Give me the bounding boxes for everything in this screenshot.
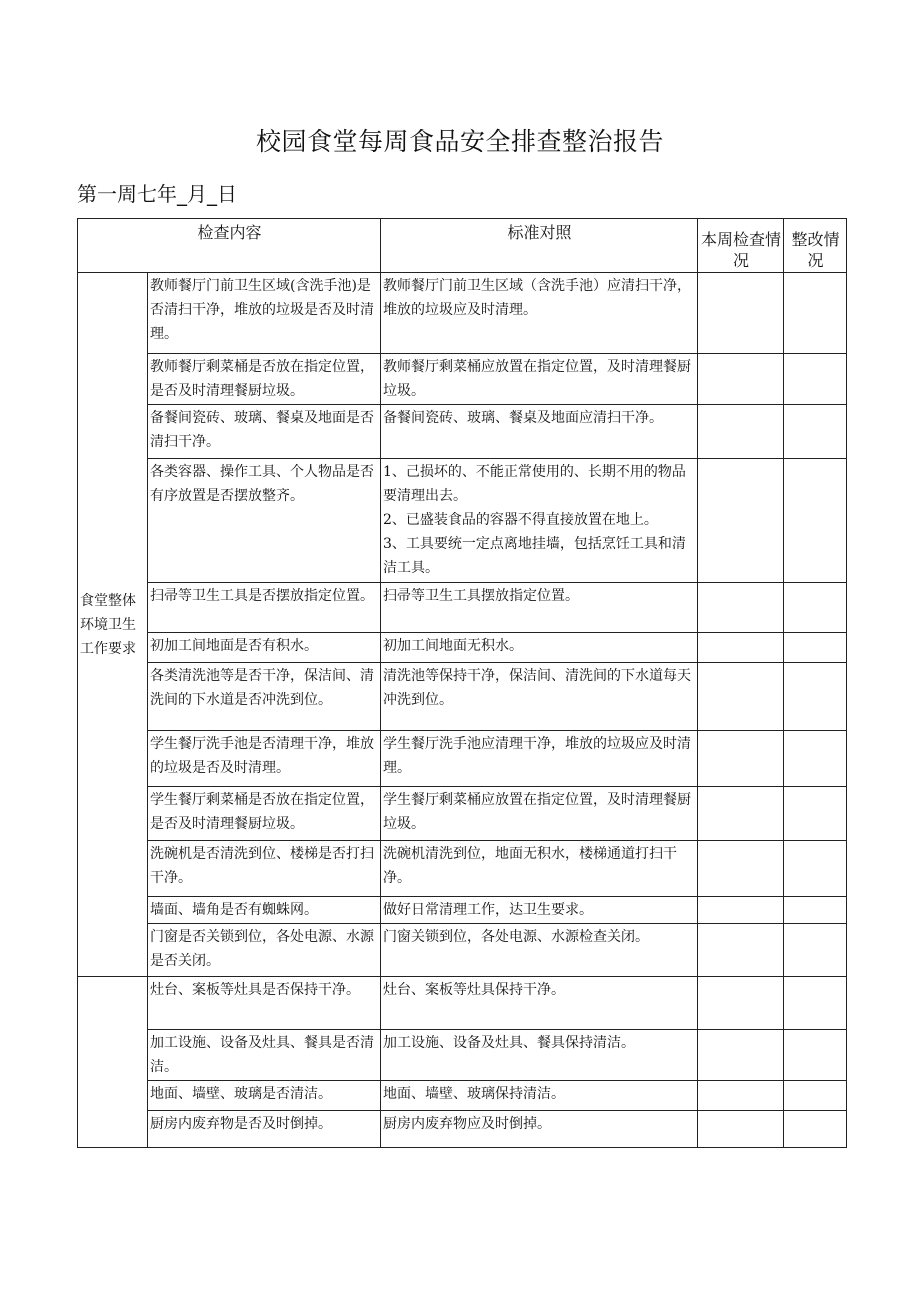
check-content-cell: 扫帚等卫生工具是否摆放指定位置。 [148, 583, 381, 633]
standard-line: 教师餐厅剩菜桶应放置在指定位置，及时清理餐厨垃圾。 [383, 359, 692, 399]
table-row [78, 924, 847, 977]
standard-cell [381, 1111, 698, 1148]
check-content-cell: 地面、墙壁、玻璃是否清洁。 [148, 1081, 381, 1111]
week-check-cell[interactable] [698, 841, 784, 897]
rectify-cell[interactable] [784, 1111, 847, 1148]
standard-line: 2、已盛装食品的容器不得直接放置在地上。 [383, 512, 658, 528]
rectify-cell[interactable] [784, 459, 847, 583]
check-content-cell: 学生餐厅洗手池是否清理干净，堆放的垃圾是否及时清理。 [148, 731, 381, 787]
page-title: 校园食堂每周食品安全排查整治报告 [255, 127, 664, 156]
table-row [78, 1030, 847, 1081]
standard-cell [381, 273, 698, 354]
standard-line: 学生餐厅洗手池应清理干净，堆放的垃圾应及时清理。 [383, 736, 692, 776]
check-content-cell: 洗碗机是否清洗到位、楼梯是否打扫干净。 [148, 841, 381, 897]
standard-line: 做好日常清理工作，达卫生要求。 [383, 902, 594, 918]
rectify-cell[interactable] [784, 354, 847, 405]
check-content-cell: 加工设施、设备及灶具、餐具是否清洁。 [148, 1030, 381, 1081]
week-check-cell[interactable] [698, 924, 784, 977]
rectify-cell[interactable] [784, 924, 847, 977]
rectify-cell[interactable] [784, 841, 847, 897]
table-row [78, 459, 847, 583]
category-cell [78, 977, 148, 1148]
standard-line: 地面、墙壁、玻璃保持清洁。 [383, 1086, 566, 1102]
table-row [78, 273, 847, 354]
header-week-check: 本周检查情况 [698, 219, 784, 273]
standard-cell [381, 924, 698, 977]
standard-line: 1、己损坏的、不能正常使用的、长期不用的物品要清理出去。 [383, 464, 686, 504]
standard-cell [381, 663, 698, 731]
standard-cell [381, 633, 698, 663]
week-check-cell[interactable] [698, 459, 784, 583]
rectify-cell[interactable] [784, 633, 847, 663]
week-check-cell[interactable] [698, 633, 784, 663]
table-row [78, 897, 847, 924]
table-row [78, 977, 847, 1030]
category-cell: 食堂整体环境卫生工作要求 [78, 273, 148, 977]
standard-line: 扫帚等卫生工具摆放指定位置。 [383, 588, 580, 604]
standard-cell [381, 405, 698, 459]
check-content-cell: 教师餐厅剩菜桶是否放在指定位置，是否及时清理餐厨垃圾。 [148, 354, 381, 405]
standard-line: 加工设施、设备及灶具、餐具保持清洁。 [383, 1035, 636, 1051]
week-check-cell[interactable] [698, 787, 784, 841]
week-check-cell[interactable] [698, 583, 784, 633]
standard-cell [381, 1030, 698, 1081]
rectify-cell[interactable] [784, 663, 847, 731]
header-content: 检查内容 [78, 219, 381, 273]
week-check-cell[interactable] [698, 731, 784, 787]
standard-cell [381, 841, 698, 897]
standard-cell [381, 354, 698, 405]
standard-line: 门窗关锁到位，各处电源、水源检查关闭。 [383, 929, 650, 945]
standard-cell [381, 459, 698, 583]
table-row [78, 1111, 847, 1148]
week-check-cell[interactable] [698, 897, 784, 924]
rectify-cell[interactable] [784, 897, 847, 924]
week-check-cell[interactable] [698, 1030, 784, 1081]
table-row [78, 633, 847, 663]
check-content-cell: 学生餐厅剩菜桶是否放在指定位置，是否及时清理餐厨垃圾。 [148, 787, 381, 841]
check-content-cell: 厨房内废弃物是否及时倒掉。 [148, 1111, 381, 1148]
week-check-cell[interactable] [698, 273, 784, 354]
standard-cell [381, 897, 698, 924]
standard-cell [381, 731, 698, 787]
standard-cell [381, 787, 698, 841]
standard-line: 清洗池等保持干净，保洁间、清洗间的下水道每天冲洗到位。 [383, 668, 692, 708]
table-row [78, 663, 847, 731]
table-header-row [78, 219, 847, 273]
standard-line: 学生餐厅剩菜桶应放置在指定位置，及时清理餐厨垃圾。 [383, 792, 692, 832]
standard-line: 3、工具要统一定点离地挂墙，包括烹饪工具和清洁工具。 [383, 536, 686, 576]
table-row [78, 1081, 847, 1111]
week-check-cell[interactable] [698, 1111, 784, 1148]
table-row [78, 841, 847, 897]
standard-line: 教师餐厅门前卫生区域（含洗手池）应清扫干净，堆放的垃圾应及时清理。 [383, 278, 692, 318]
check-content-cell: 墙面、墙角是否有蜘蛛网。 [148, 897, 381, 924]
week-date-line: 第一周七年_月_日 [77, 182, 237, 206]
standard-cell [381, 1081, 698, 1111]
week-check-cell[interactable] [698, 1081, 784, 1111]
check-content-cell: 初加工间地面是否有积水。 [148, 633, 381, 663]
standard-line: 洗碗机清洗到位，地面无积水，楼梯通道打扫干净。 [383, 846, 678, 886]
standard-line: 厨房内废弃物应及时倒掉。 [383, 1116, 552, 1132]
rectify-cell[interactable] [784, 731, 847, 787]
check-content-cell: 门窗是否关锁到位，各处电源、水源是否关闭。 [148, 924, 381, 977]
check-content-cell: 教师餐厅门前卫生区域(含洗手池)是否清扫干净，堆放的垃圾是否及时清理。 [148, 273, 381, 354]
week-check-cell[interactable] [698, 663, 784, 731]
table-row [78, 405, 847, 459]
standard-line: 初加工间地面无积水。 [383, 638, 524, 654]
rectify-cell[interactable] [784, 1081, 847, 1111]
check-content-cell: 灶台、案板等灶具是否保持干净。 [148, 977, 381, 1030]
rectify-cell[interactable] [784, 787, 847, 841]
standard-cell [381, 583, 698, 633]
header-standard: 标准对照 [381, 219, 698, 273]
week-check-cell[interactable] [698, 405, 784, 459]
inspection-table [77, 218, 847, 1148]
table-row [78, 354, 847, 405]
table-row [78, 787, 847, 841]
rectify-cell[interactable] [784, 583, 847, 633]
check-content-cell: 备餐间瓷砖、玻璃、餐桌及地面是否清扫干净。 [148, 405, 381, 459]
rectify-cell[interactable] [784, 1030, 847, 1081]
header-rectify: 整改情况 [784, 219, 847, 273]
week-check-cell[interactable] [698, 354, 784, 405]
standard-line: 灶台、案板等灶具保持干净。 [383, 982, 566, 998]
table-row [78, 583, 847, 633]
week-check-cell[interactable] [698, 977, 784, 1030]
rectify-cell[interactable] [784, 405, 847, 459]
standard-line: 备餐间瓷砖、玻璃、餐桌及地面应清扫干净。 [383, 410, 664, 426]
rectify-cell[interactable] [784, 977, 847, 1030]
check-content-cell: 各类容器、操作工具、个人物品是否有序放置是否摆放整齐。 [148, 459, 381, 583]
rectify-cell[interactable] [784, 273, 847, 354]
table-row [78, 731, 847, 787]
standard-cell [381, 977, 698, 1030]
check-content-cell: 各类清洗池等是否干净，保洁间、清洗间的下水道是否冲洗到位。 [148, 663, 381, 731]
